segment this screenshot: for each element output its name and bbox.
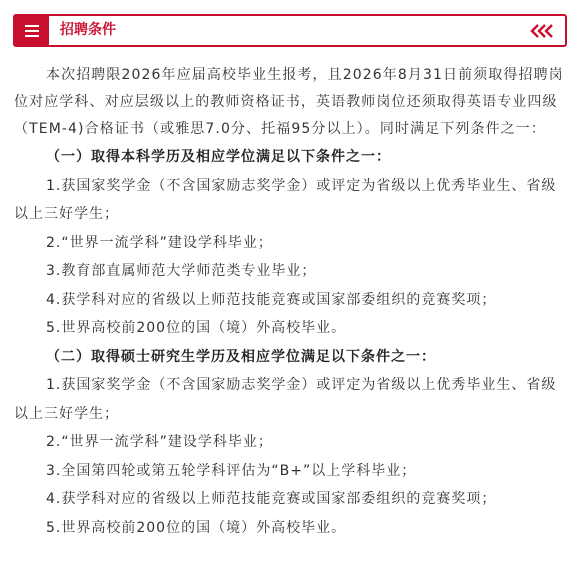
article-body xyxy=(14,62,566,542)
list-item: 1.获国家奖学金（不含国家励志奖学金）或评定为省级以上优秀毕业生、省级以上三好学生； xyxy=(14,177,557,222)
section-title: 招聘条件 xyxy=(60,22,116,38)
list-item: 4.获学科对应的省级以上师范技能竞赛或国家部委组织的竞赛奖项； xyxy=(46,491,497,507)
list-item: 2.“世界一流学科”建设学科毕业； xyxy=(46,234,273,251)
list-item: 4.获学科对应的省级以上师范技能竞赛或国家部委组织的竞赛奖项； xyxy=(46,291,497,308)
list-item: 5.世界高校前200位的国（境）外高校毕业。 xyxy=(46,519,347,536)
list-item: 3.教育部直属师范大学师范类专业毕业； xyxy=(46,263,317,279)
double-chevron-left-icon xyxy=(529,23,555,39)
hamburger-icon xyxy=(15,16,49,45)
list-item: 1.获国家奖学金（不含国家励志奖学金）或评定为省级以上优秀毕业生、省级以上三好学生； xyxy=(14,377,557,422)
section-header xyxy=(13,14,567,47)
section-heading-master: （二）取得硕士研究生学历及相应学位满足以下条件之一： xyxy=(46,348,436,365)
list-item: 2.“世界一流学科”建设学科毕业； xyxy=(46,434,273,450)
list-item: 5.世界高校前200位的国（境）外高校毕业。 xyxy=(46,320,347,336)
list-item: 3.全国第四轮或第五轮学科评估为“B+”以上学科毕业； xyxy=(46,462,417,479)
intro-paragraph: 本次招聘限2026年应届高校毕业生报考，且2026年8月31日前须取得招聘岗位对应学科、对应层级以上的教师资格证书，英语教师岗位还须取得英语专业四级（TEM-4)合格证书（或雅思7.0分、托福95分以上）。同时满足下列条件之一： xyxy=(14,67,564,137)
section-heading-undergrad: （一）取得本科学历及相应学位满足以下条件之一： xyxy=(46,149,391,165)
